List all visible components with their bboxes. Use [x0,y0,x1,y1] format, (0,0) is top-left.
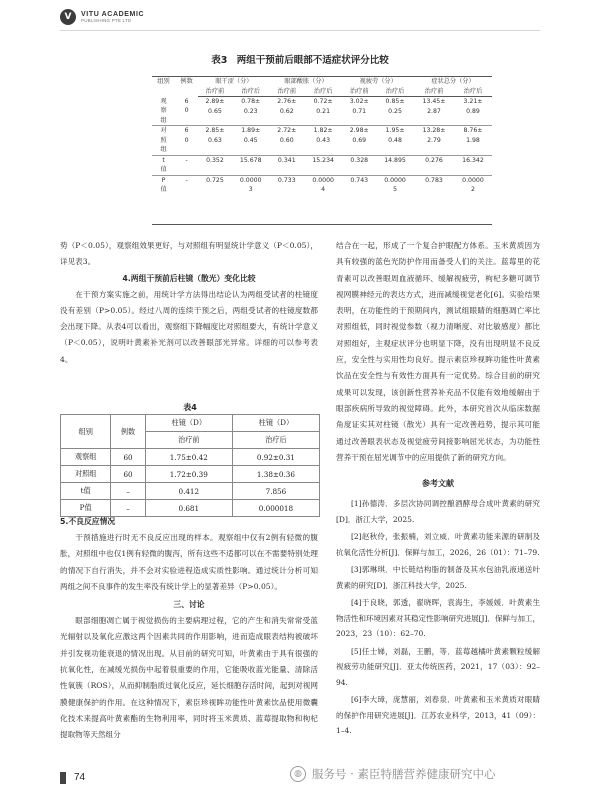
table3-value-cell [304,175,343,195]
table3-value-cont: 2.87 [427,107,441,115]
section-heading: 三、讨论 [173,600,205,610]
table3-value: 0.352 [206,156,224,164]
table3-row [152,175,492,195]
table4-cell: 0.000018 [232,500,319,517]
table3-value-cell [342,126,376,156]
reference-item: [6]李大璋，庞慧丽，刘春泉．叶黄素和玉米黄质对眼睛的保护作用研究进展[J]．江苏农业科学，2013，41（09）：1–4. [336,695,540,736]
table3-value: 15.678 [239,156,262,164]
table4-cell: 60 [111,449,145,466]
table3-value-cell [304,97,343,126]
table3 [152,76,492,195]
table3-group-char: 组 [160,146,167,153]
table3-value: 1.82± [313,127,333,134]
table3-value-cont: 1.98 [466,136,480,144]
publisher-name: VITU ACADEMIC [81,10,145,18]
table3-value: 2.85± [205,127,225,134]
table3-subheader-cell: 治疗前 [198,87,232,97]
table3-subheader-cell: 治疗前 [342,87,376,97]
table3-header-cell: 眼干涩（分） [198,77,270,87]
table3-value-cell [376,97,414,126]
table3-count-char: 6 [184,127,189,134]
table4-header-cell: 例数 [111,415,145,449]
table4-row [61,449,320,466]
table3-value-cell [198,97,232,126]
table3-value-cell [304,155,343,175]
table3-value: 14.895 [384,156,406,164]
table4-cell: P值 [61,500,111,517]
table3-value-cont: 0.43 [316,136,331,144]
table3-value: 0.0000 [384,176,406,184]
table4 [60,414,320,517]
table3-value-cont: 2.79 [427,136,441,144]
table3-value-cont: 0.69 [352,136,367,144]
table3-value-cont: 0.23 [243,107,258,115]
table3-value-cell [414,126,454,156]
table3-count-char: 6 [184,97,189,105]
publisher-logo [60,9,144,25]
table3-count-cell [175,175,198,195]
table4-cell: 1.38±0.36 [232,466,319,483]
table3-value: 0.72± [313,98,333,105]
watermark [290,766,495,782]
table3-value: 0.743 [350,176,369,184]
publisher-subname: PUBLISHING PTE LTD [81,17,132,23]
table3-value: 3.02± [349,98,369,105]
table3-value: 0.0000 [239,176,262,184]
table3-value-cont: 0.48 [388,136,402,144]
table3-value-cell [376,175,414,195]
reference-item: [5]任士娣，刘磊，王鹏，等．蓝莓越橘叶黄素颗粒缓解视疲劳功能研究[J]．亚太传统医药，2021，17（03）：92–94. [336,646,540,687]
table3-group-cell [152,155,175,175]
table3-group-char: 组 [160,116,167,124]
table3-header-cell: 组别 [152,77,175,97]
page-number: 74 [74,772,86,783]
table3-value-cell [376,155,414,175]
table3-count-char: 0 [184,136,189,144]
table3-value-cell [270,155,304,175]
table4-cell: t值 [61,483,111,500]
table3-value: 2.76± [277,98,297,105]
paragraph: 结合在一起，形成了一个复合护眼配方体系。玉米黄质因为具有较强的蓝色光防护作用而备受人们的关注。蓝莓里的花青素可以改善眼周血液循环、缓解视疲劳，枸杞多糖可调节视网膜神经元的表达方式，进而减缓视觉老化[6]。实验结果表明，在功能性的干预期间内，测试组眼睛的细胞凋亡率比对照组低，同时视觉参数（视力清晰度、对比敏感度）都比对照组好，主观症状评分也明显下降，没有出现明显不良反应，安全性与实用性均良好。提示素臣珍视眸功能性叶黄素饮品在安全性与有效性方面具有一定优势。综合目前的研究成果可以发现，该创新性营养补充品不仅能有效地缓解由于眼部疾病所导致的视觉障碍。此外，本研究首次从临床数据角度证实其对柱镜（散光）具有一定改善趋势，提示其可能通过改善眼表状态及视觉疲劳间接影响屈光状态，为功能性营养干预在屈光调节中的应用提供了新的研究方向。 [336,241,540,462]
table3-value: 2.89± [205,98,225,105]
table3-row [152,126,492,156]
table3-value-cell [232,126,270,156]
table4-cell: 对照组 [61,466,111,483]
table3-value-cont: 2 [471,186,475,193]
table3-value-cell [270,126,304,156]
table4-header-cell: 柱镜（D） [145,415,232,432]
section-heading: 4.两组干预前后柱镜（散光）变化比较 [122,273,256,283]
table3-group-char: 值 [160,186,167,193]
table3-value: 1.89± [241,127,261,134]
left-column-lower [60,514,318,744]
table3-value: 0.341 [277,156,296,164]
references-heading: 参考文献 [422,479,454,489]
table3-value: 3.21± [463,98,483,105]
table3-header-cell: 视疲劳（分） [342,77,414,87]
table3-header-cell: 例数 [175,77,198,97]
table3-group-char: t [162,156,165,164]
table4-header-cell: 柱镜（D） [232,415,319,432]
table3-value: 13.45± [422,98,446,105]
table3-count-cell [175,126,198,156]
page-number-tab [60,772,66,784]
table3-value-cell [304,126,343,156]
header-rule [60,30,540,31]
table3-value-cell [232,97,270,126]
table3-value-cell [414,97,454,126]
table3-value-cell [454,97,492,126]
table4-cell: 60 [111,466,145,483]
table3-subheader-cell: 治疗后 [232,87,270,97]
table3-value-cell [232,155,270,175]
table3-group-char: P [161,176,166,184]
table4-cell: 0.412 [145,483,232,500]
table3-value-cell [270,175,304,195]
table3-value-cont: 0.62 [279,107,294,115]
reference-item: [1]孙德涛．多层次协同调控酿酒酵母合成叶黄素的研究[D]．浙江大学，2025. [336,499,540,524]
table3-count-cell [175,155,198,175]
right-column [336,238,540,741]
table3-value: 0.78± [241,98,261,105]
table3-value-cell [270,97,304,126]
table3-value: 1.95± [385,127,405,134]
table4-header-cell: 治疗后 [232,432,319,449]
table3-subheader-cell: 治疗前 [414,87,454,97]
table3-value: 2.72± [277,127,297,134]
table3-title: 表3 两组干预前后眼部不适症状评分比较 [211,55,389,66]
table3-value-cell [414,175,454,195]
table3-value-cell [342,97,376,126]
table3-value-cont: 0.71 [352,107,367,115]
table3-value-cont: 0.21 [316,107,331,115]
table4-cell: 1.75±0.42 [145,449,232,466]
table4-header-cell: 治疗前 [145,432,232,449]
table3-value-cont: 0.65 [208,107,222,115]
table3-value: 0.725 [206,176,224,184]
table3-value: 13.28± [422,127,446,134]
table3-value-cont: 0.25 [388,107,402,115]
reference-item: [3]郭琳琪．中长链结构脂的制备及其水包油乳液递送叶黄素的研究[D]．浙江科技大学，2025. [336,565,540,590]
table3-value: 16.342 [462,156,484,164]
table3-value: 0.0000 [312,176,334,184]
table3-value-cont: 4 [321,186,326,193]
table3-value: 15.234 [312,156,334,164]
table3-value: 2.98± [349,127,369,134]
table3-value-cell [198,155,232,175]
table3-bottom-rule [152,224,492,225]
table4-cell: – [111,500,145,517]
table4-title: 表4 [183,403,197,412]
table4-cell: 观察组 [61,449,111,466]
table3-value-cont: 0.45 [243,136,258,144]
table3-value-cell [198,175,232,195]
table3-group-cell [152,175,175,195]
reference-item: [4]于良晓，郭透，翟晓晖，袁海生，李媛媛．叶黄素生物活性和环境因素对其稳定性影响研究进展[J]．保鲜与加工，2023，23（10）：62–70. [336,598,540,639]
table3-group-cell [152,126,175,156]
table3-count-char: - [185,156,188,164]
table3-value-cell [454,126,492,156]
table3-group-cell [152,97,175,126]
watermark-text: 服务号 · 素臣特膳营养健康研究中心 [312,767,496,781]
table3-subheader-cell: 治疗后 [454,87,492,97]
table3-count-char: 0 [184,107,189,114]
table4-cell: – [111,483,145,500]
table3-value: 0.85± [385,98,405,105]
table3-subheader-cell: 治疗前 [270,87,304,97]
paragraph: 干预措施进行时无不良反应出现的样本。观察组中仅有2例有轻微的腹胀，对照组中也仅1例有轻微的腹泻，所有这些不适都可以在不需要特别处理的情况下自行消失，并不会对实验进程造成实质性影响。通过统计分析可知两组之间不良事件的发生率没有统计学上的显著差异（P>0.05）。 [60,533,318,591]
table3-value-cont: 0.63 [208,136,222,144]
table3-value-cell [454,155,492,175]
table3-value-cont: 0.89 [466,107,480,115]
table3-group-char: 对 [160,127,167,134]
table4-cell: 0.681 [145,500,232,517]
table3-value: 0.783 [425,176,443,184]
paragraph: 在干预方案实施之前，用统计学方法得出结论认为两组受试者的柱镜度没有差别（P>0.05）。经过八周的连续干预之后，两组受试者的柱镜度数都会出现下降。从表4可以看出，观察组下降幅度比对照组要大，有统计学意义（P＜0.05），说明叶黄素补光剂可以改善眼部光异常。详细的可以参考表4。 [60,289,318,364]
table3-value-cell [414,155,454,175]
table3-header-cell: 眼部酸胀（分） [270,77,343,87]
table3-header-cell: 症状总分（分） [414,77,492,87]
table3-group-char: 照 [160,136,167,144]
table3-subheader-cell: 治疗后 [376,87,414,97]
table4-row [61,483,320,500]
publisher-logo-icon: V [60,9,76,25]
table3-value-cell [198,126,232,156]
table3-value: 0.276 [425,156,443,164]
table3-value-cell [376,126,414,156]
table4-cell: 1.72±0.39 [145,466,232,483]
table3-row [152,155,492,175]
reference-item: [2]赵秋伶，张振楠，刘立威．叶黄素功能来源的研制及抗氧化活性分析[J]．保鲜与加工，2026，26（01）：71–79. [336,532,540,557]
page-header [0,0,600,30]
table3-count-cell [175,97,198,126]
table4-header-cell: 组别 [61,415,111,449]
table3-value: 0.733 [277,176,296,184]
paragraph: 势（P＜0.05），观察组效果更好，与对照组有明显统计学意义（P＜0.05），详见表3。 [60,241,318,267]
table3-value-cell [232,175,270,195]
left-column [60,238,318,368]
table3-group-char: 察 [160,107,167,114]
table3-value-cont: 5 [393,186,397,193]
table3-value-cell [454,175,492,195]
table3-count-char: - [185,176,188,184]
table3-group-char: 值 [160,166,167,173]
table3-row [152,97,492,126]
paragraph: 眼部细胞凋亡属于视觉损伤的主要病理过程，它的产生和消失常常受蓝光辐射以及氧化应激这两个因素共同的作用影响，进而造成眼表结构被破坏并引发视功能衰退的情况出现。从目前的研究可知，叶黄素由于具有很强的抗氧化性，在减缓光损伤中起着很重要的作用，它能吸收蓝光能量、清除活性氧簇（ROS），从而抑制脂质过氧化反应，延长细胞存活时间，起到对视网膜健康保护的作用。在这种情况下，素臣珍视眸功能性叶黄素饮品使用微囊化技术来提高叶黄素酯的生物利用率，同时将玉米黄质、蓝莓提取物和枸杞提取物等天然组分 [60,616,318,740]
table3-value-cont: 0.60 [279,136,294,144]
table4-row [61,466,320,483]
table3-value-cont: 3 [248,186,253,193]
table3-value: 0.0000 [462,176,484,184]
table3-value-cell [342,175,376,195]
table3-value-cell [342,155,376,175]
table4-cell: 0.92±0.31 [232,449,319,466]
table3-subheader-cell: 治疗后 [304,87,343,97]
table3-value: 0.328 [350,156,369,164]
service-account-icon: ◍ [290,766,306,782]
table3-group-char: 观 [160,97,167,105]
table3-value: 8.76± [463,127,483,134]
table4-cell: 7.856 [232,483,319,500]
section-heading: 5.不良反应情况 [60,517,116,526]
